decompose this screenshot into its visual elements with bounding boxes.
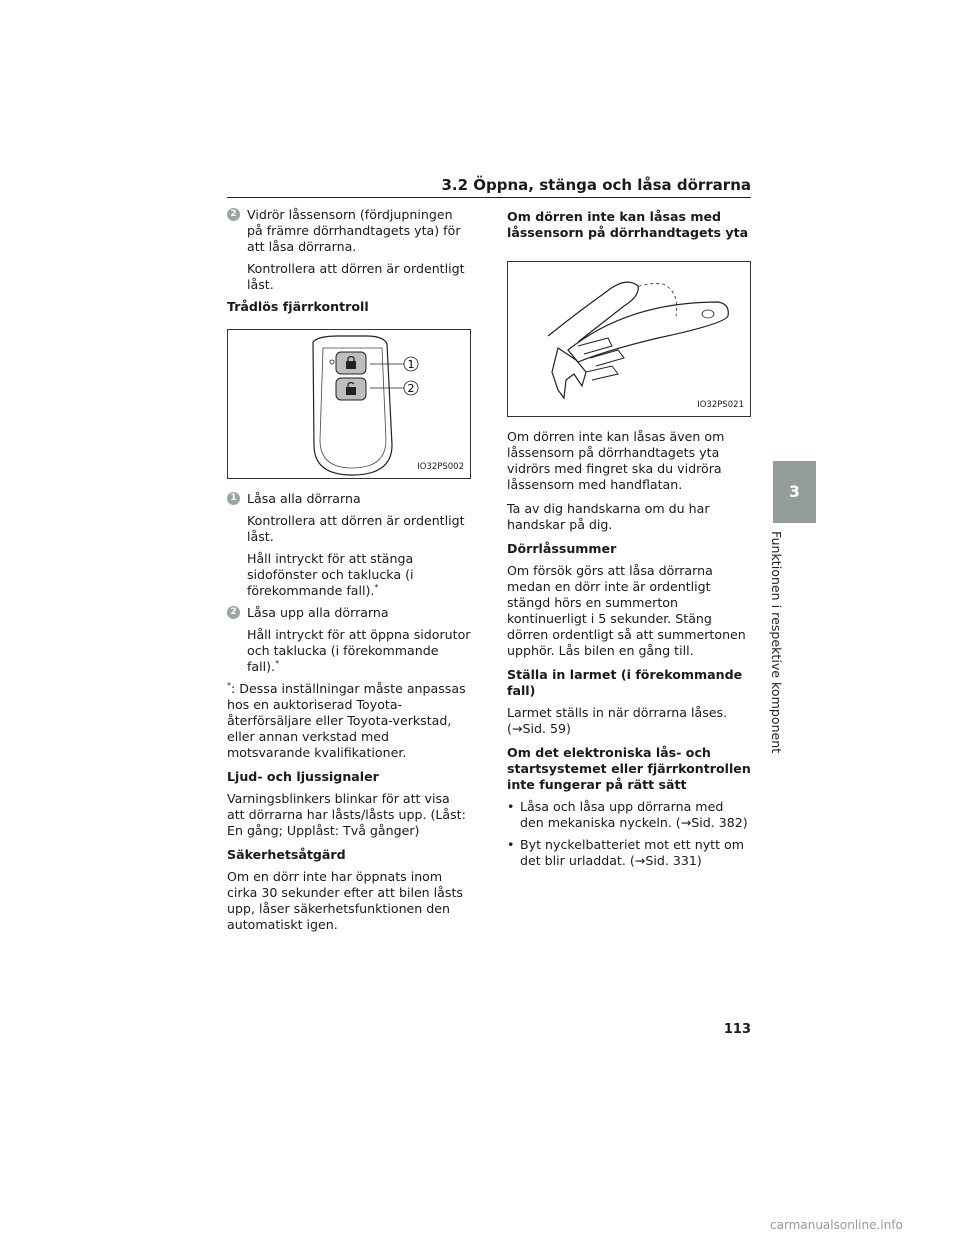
section-header: 3.2 Öppna, stänga och låsa dörrarna	[441, 176, 751, 194]
item-1	[227, 491, 471, 507]
item-2-note: Håll intryckt för att öppna sidorutor och taklucka (i förekommande fall).*	[247, 627, 471, 674]
footnote: *: Dessa inställningar måste anpassas hos en auktoriserad Toyota-återförsäljare eller Toyota-verkstad, eller annan verkstad med motsvarande kvalifikationer.	[227, 680, 466, 760]
buzzer-text: Om försök görs att låsa dörrarna medan en dörr inte är ordentligt stängd hörs en summerton kontinuerligt i 5 sekunder. Stäng dörren ordentligt så att summertonen upphör. Lås bilen en gång till.	[507, 563, 746, 658]
item-1-text: Låsa alla dörrarna	[247, 491, 361, 506]
step-2-text: Vidrör låssensorn (fördjupningen på främre dörrhandtagets yta) för att låsa dörrarna.	[247, 207, 461, 254]
remote-key-figure	[227, 329, 471, 479]
signals-text: Varningsblinkers blinkar för att visa att dörrarna har låsts/låsts upp. (Låst: En gång; Upplåst: Två gånger)	[227, 791, 466, 838]
item-1-note-2: Håll intryckt för att stänga sidofönster och taklucka (i förekommande fall).*	[247, 551, 414, 598]
step-2	[227, 207, 471, 255]
item-2	[227, 605, 471, 621]
step-2-note: Kontrollera att dörren är ordentligt låst.	[247, 261, 465, 292]
figure1-callout-2: 2	[407, 382, 415, 395]
figure1-label: IO32PS002	[417, 462, 464, 472]
fail-heading: Om det elektroniska lås- och startsystemet eller fjärrkontrollen inte fungerar på rätt sätt	[507, 745, 751, 792]
right-heading-1: Om dörren inte kan låsas med låssensorn på dörrhandtagets yta	[507, 209, 749, 240]
door-handle-figure	[507, 261, 751, 417]
item-2-text: Låsa upp alla dörrarna	[247, 605, 389, 620]
left-column	[227, 207, 471, 941]
door-handle-illustration	[508, 262, 750, 416]
item-1-number: 1	[227, 492, 240, 505]
chapter-tab: 3	[773, 461, 816, 523]
alarm-text: Larmet ställs in när dörrarna låses. (→Sid. 59)	[507, 705, 728, 736]
buzzer-heading: Dörrlåssummer	[507, 541, 617, 556]
watermark: carmanualsonline.info	[770, 1218, 903, 1232]
item-2-number: 2	[227, 606, 240, 619]
alarm-heading: Ställa in larmet (i förekommande fall)	[507, 667, 743, 698]
safety-text: Om en dörr inte har öppnats inom cirka 30 sekunder efter att bilen låsts upp, låser säkerhetsfunktionen den automatiskt igen.	[227, 869, 463, 932]
right-column	[507, 209, 751, 875]
item-1-note-1: Kontrollera att dörren är ordentligt låst.	[247, 513, 465, 544]
right-para-1: Om dörren inte kan låsas även om låssensorn på dörrhandtagets yta vidrörs med fingret ska du vidröra låssensorn med handflatan.	[507, 429, 725, 492]
right-para-2: Ta av dig handskarna om du har handskar på dig.	[507, 501, 710, 532]
bullet-item: • Låsa och låsa upp dörrarna med den mekaniska nyckeln. (→Sid. 382)	[507, 799, 751, 831]
figure2-label: IO32PS021	[697, 400, 744, 410]
header-rule	[227, 197, 751, 198]
figure1-callout-1: 1	[407, 358, 415, 371]
step-2-number: 2	[227, 208, 240, 221]
page-number: 113	[723, 1022, 751, 1037]
remote-heading: Trådlös fjärrkontroll	[227, 299, 369, 314]
chapter-title: Funktionen i respektive komponent	[769, 531, 784, 754]
remote-key-illustration	[228, 330, 470, 478]
safety-heading: Säkerhetsåtgärd	[227, 847, 346, 862]
bullet-item: • Byt nyckelbatteriet mot ett nytt om det blir urladdat. (→Sid. 331)	[507, 837, 751, 869]
signals-heading: Ljud- och ljussignaler	[227, 769, 379, 784]
